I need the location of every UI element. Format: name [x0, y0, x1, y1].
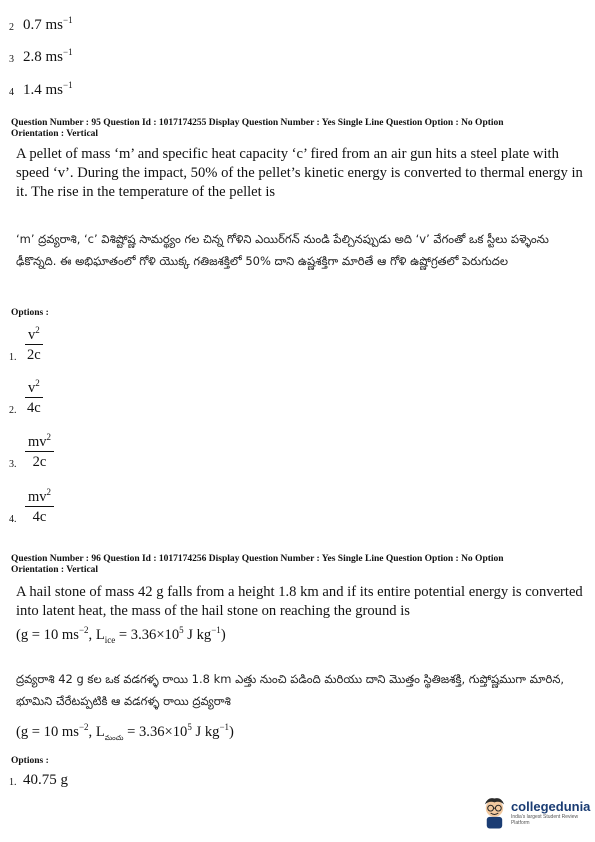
option-text: 40.75 g: [23, 772, 68, 788]
collegedunia-logo: [480, 796, 595, 830]
q96-options-label: Options :: [11, 756, 49, 766]
q96-telugu-given: (g = 10 $ms^{-2}$, $L_{మంచు} = 3.36\times 10^5$ J $kg^{-1}$): [16, 722, 234, 742]
option-number: 4.: [9, 513, 17, 525]
q96-question-body: A hail stone of mass 42 g falls from a height 1.8 km and if its entire potential energy is converted into latent heat, the mass of the hail stone on reaching the ground is: [16, 584, 583, 619]
prev-option-3: [9, 44, 73, 65]
q96-option-1[interactable]: [9, 772, 68, 788]
logo-brand: collegedunia: [510, 799, 591, 814]
fraction: [25, 322, 43, 363]
denominator: 4c: [32, 508, 47, 525]
logo-tagline: India's largest Student Review Platform: [510, 814, 579, 826]
mascot-icon: [480, 796, 509, 830]
numerator-sup: 2: [46, 487, 52, 497]
q95-option-4[interactable]: [9, 484, 54, 525]
fraction: [25, 375, 43, 416]
option-text: 2.8 ms: [23, 49, 64, 65]
numerator-sup: 2: [35, 378, 40, 388]
q96-question-text: [16, 583, 586, 650]
denominator: 2c: [32, 453, 47, 470]
numerator: mv: [28, 433, 47, 450]
option-number: 3: [9, 54, 14, 65]
option-sup: −1: [63, 15, 73, 25]
option-number: 1.: [9, 777, 17, 788]
option-number: 3.: [9, 458, 17, 470]
denominator: 4c: [27, 399, 41, 416]
q95-option-3[interactable]: [9, 429, 54, 470]
numerator: v: [28, 326, 36, 343]
q95-meta-line1: Question Number : 95 Question Id : 1017174255 Display Question Number : Yes Single Line Question Option : No Option: [11, 118, 504, 128]
q95-options-label: Options :: [11, 308, 49, 318]
q95-telugu-text: ‘m’ ద్రవ్యరాశి, ‘c’ విశిష్టోష్ణ సామర్థ్యం గల చిన్న గోళిని ఎయిర్‌గన్ నుండి పేల్చినప్పుడు అది ‘v’ వేగంతో ఒక స్టీలు పళ్ళెంను ఢీకొన్నది. ఈ అభిఘాతంలో గోళి యొక్క గతిజశక్తిలో 50% దాని ఉష్ణశక్తిగా మారితే ఆ గోళి ఉష్ణోగ్రతలో పెరుగుదల: [16, 232, 549, 268]
q96-meta: [11, 554, 571, 576]
q95-meta: [11, 118, 571, 140]
option-number: 4: [9, 87, 14, 98]
q95-option-2[interactable]: [9, 375, 43, 416]
numerator: mv: [28, 488, 47, 505]
q95-option-1[interactable]: [9, 322, 43, 363]
numerator: v: [28, 379, 36, 396]
q95-meta-line2: Orientation : Vertical: [11, 129, 99, 139]
fraction: [25, 484, 54, 525]
fraction: [25, 429, 54, 470]
option-text: 0.7 ms: [23, 17, 64, 33]
q96-meta-line2: Orientation : Vertical: [11, 565, 99, 575]
denominator: 2c: [27, 346, 41, 363]
option-number: 2.: [9, 404, 17, 416]
q96-telugu-text: ద్రవ్యరాశి 42 g కల ఒక వడగళ్ళ రాయి 1.8 km ఎత్తు నుంచి పడింది మరియు దాని మొత్తం స్థితిజశక్తి, గుప్తోష్ణముగా మారిన, భూమిని చేరేటప్పటికి ఆ వడగళ్ళ రాయి ద్రవ్యరాశి: [16, 672, 565, 708]
numerator-sup: 2: [35, 325, 40, 335]
prev-option-2: [9, 12, 73, 33]
q96-meta-line1: Question Number : 96 Question Id : 1017174256 Display Question Number : Yes Single Line Question Option : No Option: [11, 554, 504, 564]
numerator-sup: 2: [46, 432, 52, 442]
q96-given-values: (g = 10 $ms^{-2}$, $L_{ice} = 3.36\times 10^5$ J $kg^{-1}$): [16, 625, 226, 645]
option-number: 2: [9, 22, 14, 33]
option-sup: −1: [63, 47, 73, 57]
option-number: 1.: [9, 351, 17, 363]
prev-option-4: [9, 77, 73, 98]
q95-question-text: A pellet of mass ‘m’ and specific heat capacity ‘c’ fired from an air gun hits a steel plate with speed ‘v’. During the impact, 50% of the pellet’s kinetic energy is converted to thermal energy in it. The rise in the temperature of the pellet is: [16, 146, 583, 200]
option-sup: −1: [63, 80, 73, 90]
option-text: 1.4 ms: [23, 82, 64, 98]
